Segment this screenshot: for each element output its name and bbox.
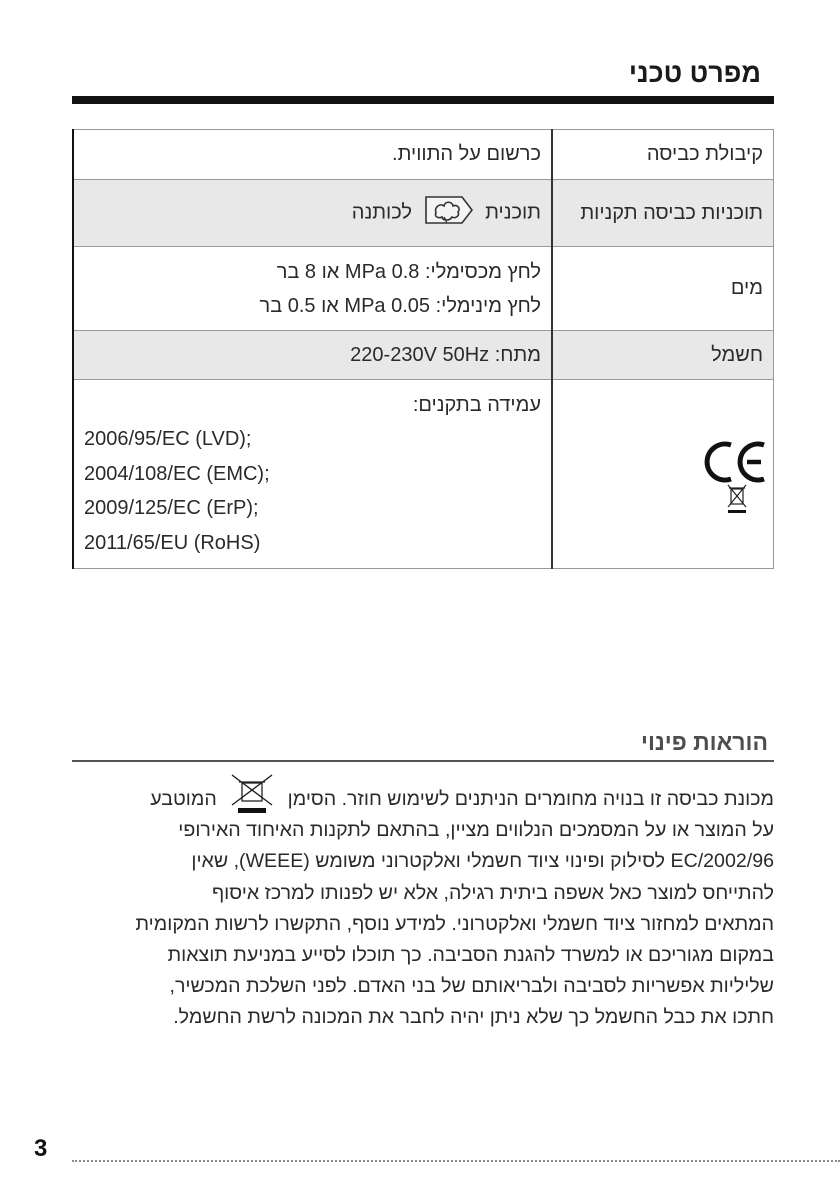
spec-value-programs [73, 180, 552, 247]
crossed-bin-icon [726, 484, 748, 514]
compliance-title: עמידה בתקנים: [412, 394, 541, 416]
weee-bin-icon [226, 789, 278, 811]
spec-label-water: מים [552, 247, 774, 331]
title-rule [72, 96, 774, 104]
spec-row-water [73, 247, 774, 331]
disposal-line: EC/2002/96 לסילוק ופינוי ציוד חשמלי ואלקטרוני משומש (WEEE), שאין [191, 850, 774, 873]
disposal-text [72, 784, 774, 1034]
spec-value-compliance [73, 380, 552, 569]
standard-lvd: 2006/95/EC (LVD); [84, 428, 252, 450]
disposal-line [72, 784, 774, 815]
disposal-line: חתכו את כבל החשמל כך שלא ניתן יהיה לחבר את המכונה לרשת החשמל. [173, 1006, 774, 1029]
cotton-program-icon [424, 195, 474, 231]
spec-label-capacity: קיבולת כביסה [552, 130, 774, 180]
spec-table [72, 129, 774, 569]
disposal-line: על המוצר או על המסמכים הנלווים מציין, בהתאם לתקנות האיחוד האירופי [178, 819, 774, 842]
spec-value-capacity: כרשום על התווית. [73, 130, 552, 180]
spec-row-electric [73, 331, 774, 380]
disposal-line: המתאים למחזור ציוד חשמלי ואלקטרוני. למידע נוסף, התקשרו לרשות המקומית [135, 912, 774, 935]
disposal-line: להתייחס למוצר כאל אשפה ביתית רגילה, אלא יש לפנותו למרכז איסוף [211, 881, 774, 904]
spec-value-electric: מתח: 220-230V 50Hz [73, 331, 552, 380]
water-min-pressure: לחץ מינימלי: 0.05 MPa או 0.5 בר [259, 294, 541, 317]
water-max-pressure: לחץ מכסימלי: 0.8 MPa או 8 בר [276, 260, 541, 283]
disposal-title: הוראות פינוי [641, 729, 768, 755]
spec-row-compliance [73, 380, 774, 569]
program-suffix: לכותנה [351, 201, 412, 224]
program-prefix: תוכנית [485, 201, 541, 224]
disposal-rule [72, 760, 774, 762]
spec-label-programs: תוכניות כביסה תקניות [552, 180, 774, 247]
page-title: מפרט טכני [628, 58, 761, 88]
spec-value-water [73, 247, 552, 331]
spec-label-electric: חשמל [552, 331, 774, 380]
footer-dotted-rule [72, 1160, 840, 1162]
standard-emc: 2004/108/EC (EMC); [84, 462, 270, 485]
standard-rohs: 2011/65/EU (RoHS) [84, 531, 261, 554]
page-number: 3 [34, 1135, 48, 1162]
standard-erp: 2009/125/EC (ErP); [84, 497, 259, 519]
disposal-line: במקום מגוריכם או למשרד להגנת הסביבה. כך תוכלו לסייע במניעת תוצאות [167, 944, 774, 967]
disposal-line-1b: המוטבע [150, 788, 217, 810]
disposal-line-1a: מכונת כביסה זו בנויה מחומרים הניתנים לשימוש חוזר. הסימן [287, 788, 774, 810]
spec-row-capacity [73, 130, 774, 180]
disposal-line: שליליות אפשריות לסביבה ולבריאותם של בני האדם. לפני השלכת המכשיר, [169, 975, 774, 998]
spec-row-programs [73, 180, 774, 247]
